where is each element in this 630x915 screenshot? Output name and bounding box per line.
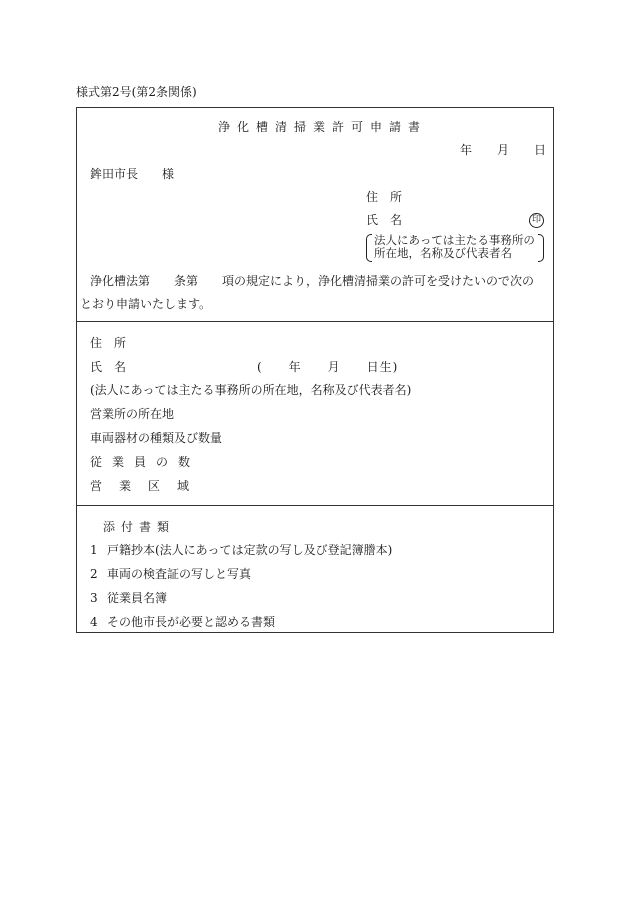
seal-mark	[529, 212, 544, 228]
attachment-item-4: その他市長が必要と認める書類	[107, 615, 276, 629]
statement-line2: とおり申請いたします。	[80, 297, 212, 311]
date-year: 年	[460, 143, 473, 157]
detail-name-label: 氏 名	[90, 360, 127, 374]
detail-address-label: 住 所	[90, 336, 127, 350]
section-divider-2	[77, 505, 553, 506]
statement-line1: 浄化槽法第 条第 項の規定により，浄化槽清掃業の許可を受けたいので次の	[90, 274, 535, 288]
employees-label: 従業員の数	[90, 455, 201, 469]
corporation-note	[366, 234, 544, 262]
right-bracket	[538, 234, 544, 262]
form-number-label: 様式第2号(第2条関係)	[76, 85, 197, 99]
office-location-label: 営業所の所在地	[90, 407, 175, 421]
corporation-note-line1: 法人にあっては主たる事務所の	[374, 233, 535, 247]
applicant-name-label: 氏 名	[366, 213, 403, 227]
attachment-item-2-num: 2	[90, 567, 98, 581]
form-title: 浄化槽清掃業許可申請書	[218, 120, 428, 134]
attachment-item-3-num: 3	[90, 591, 98, 605]
application-form	[76, 107, 554, 633]
attachment-item-1: 戸籍抄本(法人にあっては定款の写し及び登記簿謄本)	[107, 543, 393, 557]
business-area-label: 営業区域	[90, 479, 207, 493]
attachment-item-2: 車両の検査証の写しと写真	[107, 567, 252, 581]
vehicles-label: 車両器材の種類及び数量	[90, 431, 223, 445]
corporation-note-line2: 所在地，名称及び代表者名	[374, 246, 512, 260]
section-divider-1	[77, 321, 553, 322]
attachment-item-1-num: 1	[90, 543, 98, 557]
date-day: 日	[534, 143, 547, 157]
detail-corporation-note: (法人にあっては主たる事務所の所在地，名称及び代表者名)	[90, 383, 412, 397]
seal-icon: 印	[529, 213, 544, 228]
addressee: 鉾田市長 様	[90, 167, 175, 181]
left-bracket	[366, 234, 372, 262]
applicant-address-label: 住 所	[366, 190, 403, 204]
attachment-item-4-num: 4	[90, 615, 98, 629]
attachment-item-3: 従業員名簿	[107, 591, 168, 605]
date-month: 月	[497, 143, 510, 157]
birth-date: ( 年 月 日生)	[257, 360, 399, 374]
attachments-heading: 添付書類	[103, 520, 176, 534]
